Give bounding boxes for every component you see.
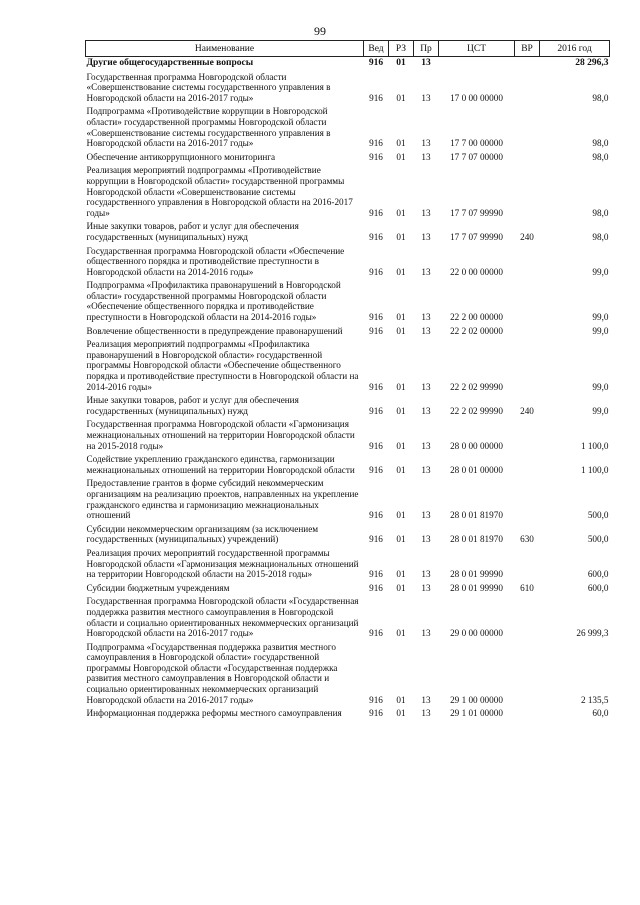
- cell-vr: [515, 477, 540, 522]
- cell-cst: 28 0 01 00000: [450, 464, 503, 475]
- cell-pr: 13: [421, 381, 431, 392]
- cell-amount: 60,0: [592, 708, 609, 719]
- cell-ved: 916: [369, 138, 383, 149]
- cell-ved: 916: [369, 207, 383, 218]
- cell-vr: [515, 105, 540, 150]
- cell-rz: 01: [396, 92, 406, 103]
- header-year: 2016 год: [540, 41, 610, 57]
- cell-ved: 916: [369, 464, 383, 475]
- cell-name: Государственная программа Новгородской области «Гармонизация межнациональных отношений на территории Новгородской области на 2015-2018 годы»: [86, 419, 355, 451]
- cell-rz: 01: [396, 405, 406, 416]
- cell-rz: 01: [396, 582, 406, 593]
- cell-ved: 916: [369, 440, 383, 451]
- cell-cst: 17 7 07 99990: [450, 207, 503, 218]
- cell-rz: 01: [396, 694, 406, 705]
- cell-name: Государственная программа Новгородской области «Совершенствование системы государственного управления в Новгородской области на 2016-2017 годы»: [86, 71, 331, 103]
- cell-pr: 13: [421, 569, 431, 580]
- cell-amount: 99,0: [592, 405, 609, 416]
- cell-rz: 01: [396, 628, 406, 639]
- cell-rz: 01: [396, 58, 406, 68]
- cell-amount: 99,0: [592, 266, 609, 277]
- cell-rz: 01: [396, 312, 406, 323]
- cell-ved: 916: [369, 266, 383, 277]
- cell-cst: 29 1 00 00000: [450, 694, 503, 705]
- cell-pr: 13: [421, 92, 431, 103]
- cell-pr: 13: [421, 582, 431, 593]
- cell-pr: 13: [421, 207, 431, 218]
- cell-amount: 98,0: [592, 207, 609, 218]
- cell-ved: 916: [369, 325, 383, 336]
- table-row: [86, 279, 610, 324]
- cell-pr: 13: [421, 464, 431, 475]
- table-row: [86, 547, 610, 582]
- cell-rz: 01: [396, 708, 406, 719]
- cell-amount: 99,0: [592, 325, 609, 336]
- table-body: [86, 57, 610, 721]
- cell-name: Государственная программа Новгородской области «Государственная поддержка развития местного самоуправления в Новгородской области и социально ориентированных некоммерческих организаций Новгородской области на 2016-2017 годы»: [86, 596, 359, 639]
- cell-cst: 29 0 00 00000: [450, 628, 503, 639]
- header-pr: Пр: [414, 41, 439, 57]
- cell-ved: 916: [369, 534, 383, 545]
- cell-rz: 01: [396, 231, 406, 242]
- cell-pr: 13: [421, 266, 431, 277]
- cell-name: Субсидии некоммерческим организациям (за исключением государственных (муниципальных) учреждений): [86, 523, 319, 545]
- cell-vr: [515, 338, 540, 394]
- cell-name: Информационная поддержка реформы местного самоуправления: [86, 708, 342, 719]
- cell-amount: 500,0: [587, 534, 609, 545]
- cell-ved: 916: [369, 510, 383, 521]
- table-row: [86, 105, 610, 150]
- cell-vr: [515, 641, 540, 708]
- cell-pr: 13: [421, 440, 431, 451]
- cell-cst: 28 0 01 99990: [450, 582, 503, 593]
- cell-pr: 13: [421, 534, 431, 545]
- cell-amount: 98,0: [592, 151, 609, 162]
- cell-ved: 916: [369, 92, 383, 103]
- page-number: 99: [314, 24, 326, 38]
- cell-pr: 13: [421, 510, 431, 521]
- cell-vr: [515, 418, 540, 453]
- header-rz: РЗ: [389, 41, 414, 57]
- table-row: [86, 71, 610, 106]
- cell-vr: [515, 707, 540, 721]
- cell-amount: 600,0: [587, 569, 609, 580]
- cell-vr: [515, 453, 540, 477]
- cell-ved: 916: [369, 405, 383, 416]
- cell-amount: 98,0: [592, 92, 609, 103]
- cell-rz: 01: [396, 325, 406, 336]
- header-ved: Вед: [364, 41, 389, 57]
- cell-name: Субсидии бюджетным учреждениям: [86, 582, 230, 593]
- cell-vr: 630: [520, 534, 534, 545]
- table-row: [86, 477, 610, 522]
- cell-name: Содействие укреплению гражданского единства, гармонизации межнациональных отношений на территории Новгородской области: [86, 454, 355, 475]
- cell-ved: 916: [369, 381, 383, 392]
- table-row: [86, 523, 610, 547]
- cell-cst: 22 0 00 00000: [450, 266, 503, 277]
- table-row: [86, 164, 610, 220]
- table-row: [86, 418, 610, 453]
- cell-vr: [515, 164, 540, 220]
- cell-pr: 13: [421, 312, 431, 323]
- cell-cst: 17 7 00 00000: [450, 138, 503, 149]
- table-row: [86, 245, 610, 280]
- cell-cst: 17 0 00 00000: [450, 92, 503, 103]
- cell-name: Реализация мероприятий подпрограммы «Профилактика правонарушений в Новгородской области» государственной программы Новгородской области «Обеспечение общественного порядка и противодействие преступности в Новгородской области на 2014-2016 годы»: [86, 339, 359, 392]
- cell-ved: 916: [369, 582, 383, 593]
- cell-name: Реализация прочих мероприятий государственной программы Новгородской области «Гармонизация межнациональных отношений на территории Новгородской области на 2015-2018 годы»: [86, 547, 359, 580]
- cell-amount: 500,0: [587, 510, 609, 521]
- cell-amount: 98,0: [592, 138, 609, 149]
- cell-vr: [515, 71, 540, 106]
- cell-pr: 13: [421, 628, 431, 639]
- table-row: [86, 220, 610, 244]
- cell-ved: 916: [369, 708, 383, 719]
- cell-ved: 916: [369, 231, 383, 242]
- header-name: Наименование: [86, 41, 364, 57]
- table-row: [86, 338, 610, 394]
- cell-cst: 29 1 01 00000: [450, 708, 503, 719]
- cell-cst: 28 0 01 81970: [450, 534, 503, 545]
- cell-amount: 98,0: [592, 231, 609, 242]
- cell-cst: 22 2 02 99990: [450, 381, 503, 392]
- header-vr: ВР: [515, 41, 540, 57]
- cell-ved: 916: [369, 151, 383, 162]
- cell-name: Вовлечение общественности в предупреждение правонарушений: [86, 325, 343, 336]
- cell-vr: [515, 57, 540, 71]
- cell-amount: 99,0: [592, 381, 609, 392]
- cell-cst: 17 7 07 00000: [450, 151, 503, 162]
- table-row: [86, 325, 610, 339]
- cell-name: Предоставление грантов в форме субсидий некоммерческим организациям на реализацию проектов, направленных на укрепление гражданского единства и гармонизацию межнациональных отношений: [86, 478, 359, 521]
- budget-table: [85, 40, 610, 721]
- header-row: [86, 41, 610, 57]
- cell-pr: 13: [421, 58, 431, 68]
- cell-vr: [515, 547, 540, 582]
- header-cst: ЦСТ: [439, 41, 515, 57]
- cell-pr: 13: [421, 325, 431, 336]
- cell-ved: 916: [369, 312, 383, 323]
- table-row: [86, 582, 610, 596]
- cell-ved: 916: [369, 694, 383, 705]
- cell-rz: 01: [396, 569, 406, 580]
- cell-cst: 28 0 01 81970: [450, 510, 503, 521]
- cell-amount: 1 100,0: [580, 440, 609, 451]
- cell-amount: 26 999,3: [576, 628, 609, 639]
- cell-amount: 28 296,3: [575, 58, 609, 68]
- cell-vr: [515, 325, 540, 339]
- cell-vr: [515, 245, 540, 280]
- cell-name: Подпрограмма «Противодействие коррупции в Новгородской области» государственной программы Новгородской области «Совершенствование системы государственного управления в Новгородской области на 2016-2017 годы»: [86, 106, 331, 149]
- cell-rz: 01: [396, 534, 406, 545]
- cell-pr: 13: [421, 231, 431, 242]
- cell-name: Другие общегосударственные вопросы: [86, 58, 254, 68]
- cell-pr: 13: [421, 708, 431, 719]
- cell-ved: 916: [369, 569, 383, 580]
- cell-amount: 2 135,5: [580, 694, 609, 705]
- cell-cst: [439, 57, 515, 71]
- cell-amount: 600,0: [587, 582, 609, 593]
- cell-vr: [515, 279, 540, 324]
- cell-ved: 916: [368, 58, 384, 68]
- cell-vr: [515, 595, 540, 640]
- cell-cst: 28 0 00 00000: [450, 440, 503, 451]
- cell-rz: 01: [396, 464, 406, 475]
- cell-name: Иные закупки товаров, работ и услуг для обеспечения государственных (муниципальных) нужд: [86, 395, 299, 416]
- table-row: [86, 57, 610, 71]
- cell-pr: 13: [421, 694, 431, 705]
- cell-vr: 240: [520, 405, 534, 416]
- cell-rz: 01: [396, 138, 406, 149]
- cell-vr: 240: [520, 231, 534, 242]
- cell-name: Обеспечение антикоррупционного мониторинга: [86, 151, 276, 162]
- cell-cst: 22 2 02 99990: [450, 405, 503, 416]
- cell-pr: 13: [421, 138, 431, 149]
- cell-cst: 28 0 01 99990: [450, 569, 503, 580]
- cell-rz: 01: [396, 510, 406, 521]
- cell-ved: 916: [369, 628, 383, 639]
- table-row: [86, 394, 610, 418]
- cell-name: Иные закупки товаров, работ и услуг для обеспечения государственных (муниципальных) нужд: [86, 221, 299, 242]
- table-row: [86, 641, 610, 708]
- table-row: [86, 151, 610, 165]
- cell-rz: 01: [396, 151, 406, 162]
- cell-amount: 99,0: [592, 312, 609, 323]
- table-row: [86, 453, 610, 477]
- cell-vr: 610: [520, 582, 534, 593]
- cell-cst: 22 2 02 00000: [450, 325, 503, 336]
- cell-name: Подпрограмма «Профилактика правонарушений в Новгородской области» государственной программы Новгородской области «Обеспечение общественного порядка и противодействие преступности в Новгородской области на 2014-2016 годы»: [86, 280, 341, 323]
- cell-name: Реализация мероприятий подпрограммы «Противодействие коррупции в Новгородской области» государственной программы Новгородской области «Совершенствование системы государственного управления в Новгородской области на 2016-2017 годы»: [86, 165, 353, 218]
- cell-name: Подпрограмма «Государственная поддержка развития местного самоуправления в Новгородской области» государственной программы Новгородской области «Государственная поддержка развития местного самоуправления в Новгородской области и социально ориентированных некоммерческих организаций Новгородской области на 2016-2017 годы»: [86, 641, 338, 705]
- cell-name: Государственная программа Новгородской области «Обеспечение общественного порядка и противодействие преступности в Новгородской области на 2014-2016 годы»: [86, 245, 345, 277]
- cell-vr: [515, 151, 540, 165]
- cell-pr: 13: [421, 405, 431, 416]
- table-row: [86, 707, 610, 721]
- cell-cst: 22 2 00 00000: [450, 312, 503, 323]
- table-row: [86, 595, 610, 640]
- cell-rz: 01: [396, 207, 406, 218]
- cell-amount: 1 100,0: [580, 464, 609, 475]
- cell-rz: 01: [396, 381, 406, 392]
- cell-cst: 17 7 07 99990: [450, 231, 503, 242]
- cell-rz: 01: [396, 266, 406, 277]
- cell-rz: 01: [396, 440, 406, 451]
- cell-pr: 13: [421, 151, 431, 162]
